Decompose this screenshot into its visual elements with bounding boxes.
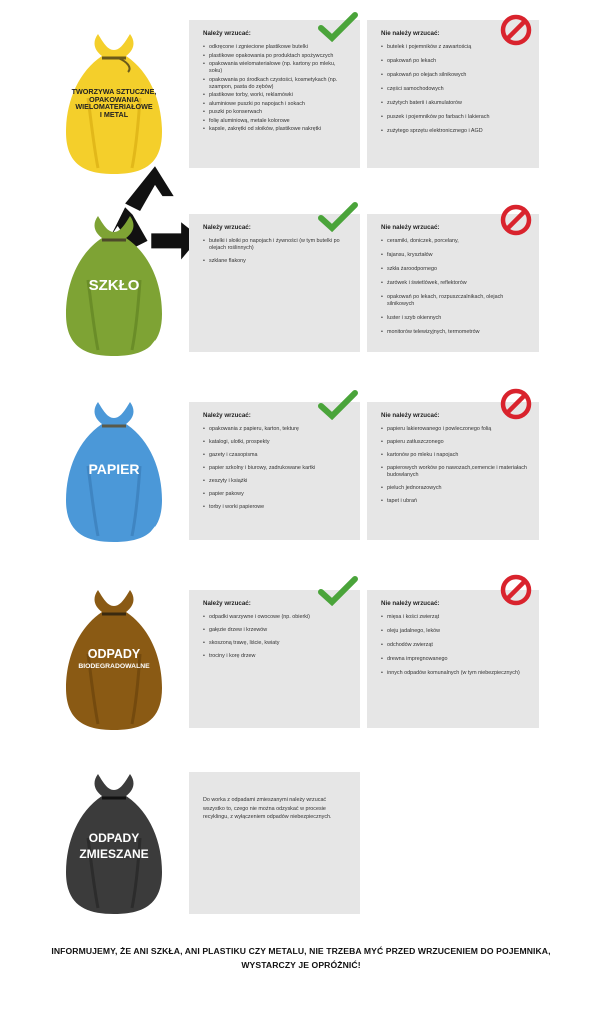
list-item: • monitorów telewizyjnych, termometrów	[381, 329, 527, 336]
green-bag-icon	[58, 210, 170, 360]
list-item: • papieru zatłuszczonego	[381, 439, 527, 446]
list-item: • skoszoną trawę, liście, kwiaty	[203, 640, 348, 647]
black-bag-icon	[58, 768, 170, 918]
forbidden-heading: Nie należy wrzucać:	[381, 224, 440, 231]
forbidden-list	[381, 238, 527, 336]
list-item: • papieru lakierowanego i powleczonego folią	[381, 426, 527, 433]
allowed-panel	[189, 590, 360, 728]
list-item: • fajansu, kryształów	[381, 252, 527, 259]
list-item: • trociny i korę drzew	[203, 653, 348, 660]
list-item: • opakowania wielomateriałowe (np. kartony po mleku, soku)	[203, 61, 348, 75]
list-item: • pieluch jednorazowych	[381, 485, 527, 492]
list-item: • kapsle, zakrętki od słoików, plastikowe nakrętki	[203, 126, 348, 133]
list-item: • szklane flakony	[203, 258, 348, 265]
list-item: • żarówek i świetlówek, reflektorów	[381, 280, 527, 287]
section-paper	[0, 396, 602, 546]
allowed-panel	[189, 402, 360, 540]
list-item: • mięsa i kości zwierząt	[381, 614, 527, 621]
list-item: • torby i worki papierowe	[203, 504, 348, 511]
allowed-list	[203, 614, 348, 660]
list-item: • opakowania z papieru, karton, tekturę	[203, 426, 348, 433]
blue-bag-icon	[58, 396, 170, 546]
list-item: • papier szkolny i biurowy, zadrukowane kartki	[203, 465, 348, 472]
recycle-icon	[99, 310, 129, 340]
bag-label-line: I METAL	[99, 109, 129, 119]
list-item: • odpadki warzywne i owocowe (np. obierki)	[203, 614, 348, 621]
list-item: • zużytego sprzętu elektronicznego i AGD	[381, 128, 527, 135]
bag-label-line: OPAKOWANIA	[89, 94, 139, 104]
list-item: • części samochodowych	[381, 86, 527, 93]
allowed-list	[203, 44, 348, 133]
bag-label-line: WIELOMATERIAŁOWE	[75, 102, 153, 112]
list-item: • odkręcone i zgniecione plastikowe butelki	[203, 44, 348, 51]
list-item: • oleju jadalnego, leków	[381, 628, 527, 635]
footer-line: INFORMUJEMY, ŻE ANI SZKŁA, ANI PLASTIKU CZY METALU, NIE TRZEBA MYĆ PRZED WRZUCENIEM DO POJEMNIKA,	[51, 946, 551, 956]
bag-label	[58, 462, 170, 477]
list-item: • opakowań po lekach, rozpuszczalnikach, olejach silnikowych	[381, 294, 527, 308]
bag-label	[58, 278, 170, 294]
bag-label-line: SZKŁO	[88, 277, 140, 294]
allowed-heading: Należy wrzucać:	[203, 600, 251, 607]
list-item: • puszki po konserwach	[203, 109, 348, 116]
list-item: • kartonów po mleku i napojach	[381, 452, 527, 459]
bag-label-line: PAPIER	[88, 461, 140, 477]
list-item: • papier pakowy	[203, 491, 348, 498]
bag-label-line: ODPADY	[87, 647, 141, 661]
prohibited-icon	[500, 388, 532, 420]
mixed-note-panel	[189, 772, 360, 914]
section-plastics	[0, 20, 602, 180]
list-item: • aluminiowe puszki po napojach i sokach	[203, 101, 348, 108]
list-item: • gazety i czasopisma	[203, 452, 348, 459]
list-item: • drewna impregnowanego	[381, 656, 527, 663]
allowed-list	[203, 426, 348, 511]
list-item: • plastikowe opakowania po produktach spożywczych	[203, 53, 348, 60]
prohibited-icon	[500, 14, 532, 46]
forbidden-list	[381, 426, 527, 505]
list-item: • zużytych baterii i akumulatorów	[381, 100, 527, 107]
prohibited-icon	[500, 574, 532, 606]
forbidden-panel	[367, 590, 539, 728]
forbidden-list	[381, 44, 527, 135]
list-item: • szkła żaroodpornego	[381, 266, 527, 273]
list-item: • zeszyty i książki	[203, 478, 348, 485]
list-item: • opakowań po lekach	[381, 58, 527, 65]
list-item: • opakowań po olejach silnikowych	[381, 72, 527, 79]
allowed-panel	[189, 214, 360, 352]
bag-label-line: TWORZYWA SZTUCZNE,	[71, 87, 157, 96]
allowed-heading: Należy wrzucać:	[203, 224, 251, 231]
list-item: • folię aluminiową, metale kolorowe	[203, 118, 348, 125]
forbidden-list	[381, 614, 527, 677]
forbidden-heading: Nie należy wrzucać:	[381, 412, 440, 419]
brown-bag-icon	[58, 584, 170, 734]
list-item: • butelki i słoiki po napojach i żywności (w tym butelki po olejach roślinnych)	[203, 238, 348, 252]
yellow-bag-icon	[58, 28, 170, 178]
bag-label-line: ZMIESZANE	[79, 846, 149, 861]
bag-label	[58, 832, 170, 860]
recycle-icon	[99, 686, 129, 716]
list-item: • gałęzie drzew i krzewów	[203, 627, 348, 634]
recycle-icon	[99, 872, 129, 902]
list-item: • katalogi, ulotki, prospekty	[203, 439, 348, 446]
list-item: • innych odpadów komunalnych (w tym niebezpiecznych)	[381, 670, 527, 677]
checkmark-icon	[318, 576, 358, 606]
allowed-panel	[189, 20, 360, 168]
mixed-note-text: Do worka z odpadami zmieszanymi należy wrzucać wszystko to, czego nie można odzyskać w procesie recyklingu, z wyłączeniem odpadów niebezpiecznych.	[203, 797, 332, 820]
list-item: • plastikowe torby, worki, reklamówki	[203, 92, 348, 99]
footer-notice	[0, 944, 602, 972]
list-item: • tapet i ubrań	[381, 498, 527, 505]
list-item: • papierowych worków po nawozach,cemencie i materiałach budowlanych	[381, 465, 527, 479]
list-item: • ceramiki, doniczek, porcelany,	[381, 238, 527, 245]
list-item: • luster i szyb okiennych	[381, 315, 527, 322]
checkmark-icon	[318, 202, 358, 232]
footer-line: WYSTARCZY JE OPRÓŻNIĆ!	[241, 960, 361, 970]
checkmark-icon	[318, 12, 358, 42]
recycle-icon	[99, 496, 129, 526]
list-item: • odchodów zwierząt	[381, 642, 527, 649]
section-bio	[0, 584, 602, 734]
bag-label	[58, 648, 170, 670]
prohibited-icon	[500, 204, 532, 236]
forbidden-panel	[367, 402, 539, 540]
list-item: • butelek i pojemników z zawartością	[381, 44, 527, 51]
bag-label-line: ODPADY	[88, 831, 140, 845]
allowed-heading: Należy wrzucać:	[203, 30, 251, 37]
forbidden-heading: Nie należy wrzucać:	[381, 30, 440, 37]
bag-label	[58, 88, 170, 118]
bag-label-line: BIODEGRADOWALNE	[78, 663, 150, 671]
section-glass	[0, 208, 602, 358]
allowed-list	[203, 238, 348, 265]
forbidden-heading: Nie należy wrzucać:	[381, 600, 440, 607]
checkmark-icon	[318, 390, 358, 420]
recycle-icon	[99, 136, 129, 166]
allowed-heading: Należy wrzucać:	[203, 412, 251, 419]
list-item: • opakowania po środkach czystości, kosmetykach (np. szampon, pasta do zębów)	[203, 77, 348, 91]
section-mixed	[0, 766, 602, 916]
list-item: • puszek i pojemników po farbach i lakierach	[381, 114, 527, 121]
